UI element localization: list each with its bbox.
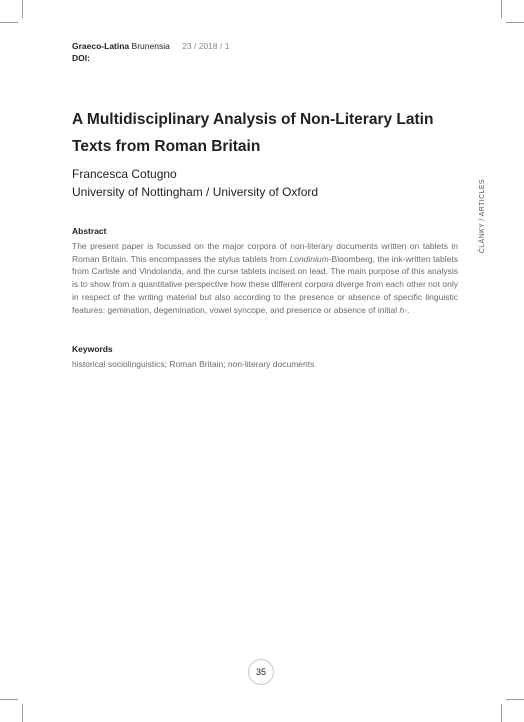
doi-label: DOI:: [72, 53, 90, 63]
keywords-text: historical sociolinguistics; Roman Britain; non-literary documents: [72, 359, 315, 369]
abstract-text-italic: Londinium: [289, 253, 329, 264]
journal-name-bold: Graeco-Latina: [72, 41, 130, 51]
crop-mark: [506, 699, 524, 700]
journal-line: [72, 40, 229, 52]
abstract-text-part: -Bloomberg, the ink-written tablets from Carlisle and Vindolanda, and the curse tablets incised on lead. The main purpose of this analysis is to show from a quantitative perspective how these different corpora diverge from each other not only in respect of the writing material but also according to the presence or absence of specific linguistic features: gemination, degemination, vowel syncope, and presence or absence of initial: [72, 253, 458, 315]
section-side-label: ČLÁNKY / ARTICLES: [479, 179, 486, 254]
crop-mark: [22, 704, 23, 722]
crop-mark: [22, 0, 23, 18]
crop-mark: [0, 22, 18, 23]
page-number: 35: [248, 659, 274, 685]
issue-info: 23 / 2018 / 1: [182, 41, 230, 51]
abstract-text-part: The present paper is focussed on the major corpora of non-literary documents written on tablets in Roman Britain. This encompasses the stylus tablets from: [72, 241, 458, 264]
journal-name-rest: Brunensia: [131, 41, 170, 51]
crop-mark: [501, 0, 502, 18]
keywords-heading: Keywords: [72, 344, 113, 354]
running-header: [72, 40, 229, 64]
author-block: [72, 165, 318, 201]
abstract-heading: Abstract: [72, 226, 107, 236]
article-title: A Multidisciplinary Analysis of Non-Literary Latin Texts from Roman Britain: [72, 111, 434, 155]
abstract-text: [72, 240, 458, 316]
abstract-text-italic: h-: [399, 304, 408, 315]
crop-mark: [506, 22, 524, 23]
author-affiliation: University of Nottingham / University of Oxford: [72, 185, 319, 199]
author-name: Francesca Cotugno: [72, 167, 177, 181]
abstract-text-part: .: [407, 304, 410, 315]
crop-mark: [0, 699, 18, 700]
crop-mark: [501, 704, 502, 722]
